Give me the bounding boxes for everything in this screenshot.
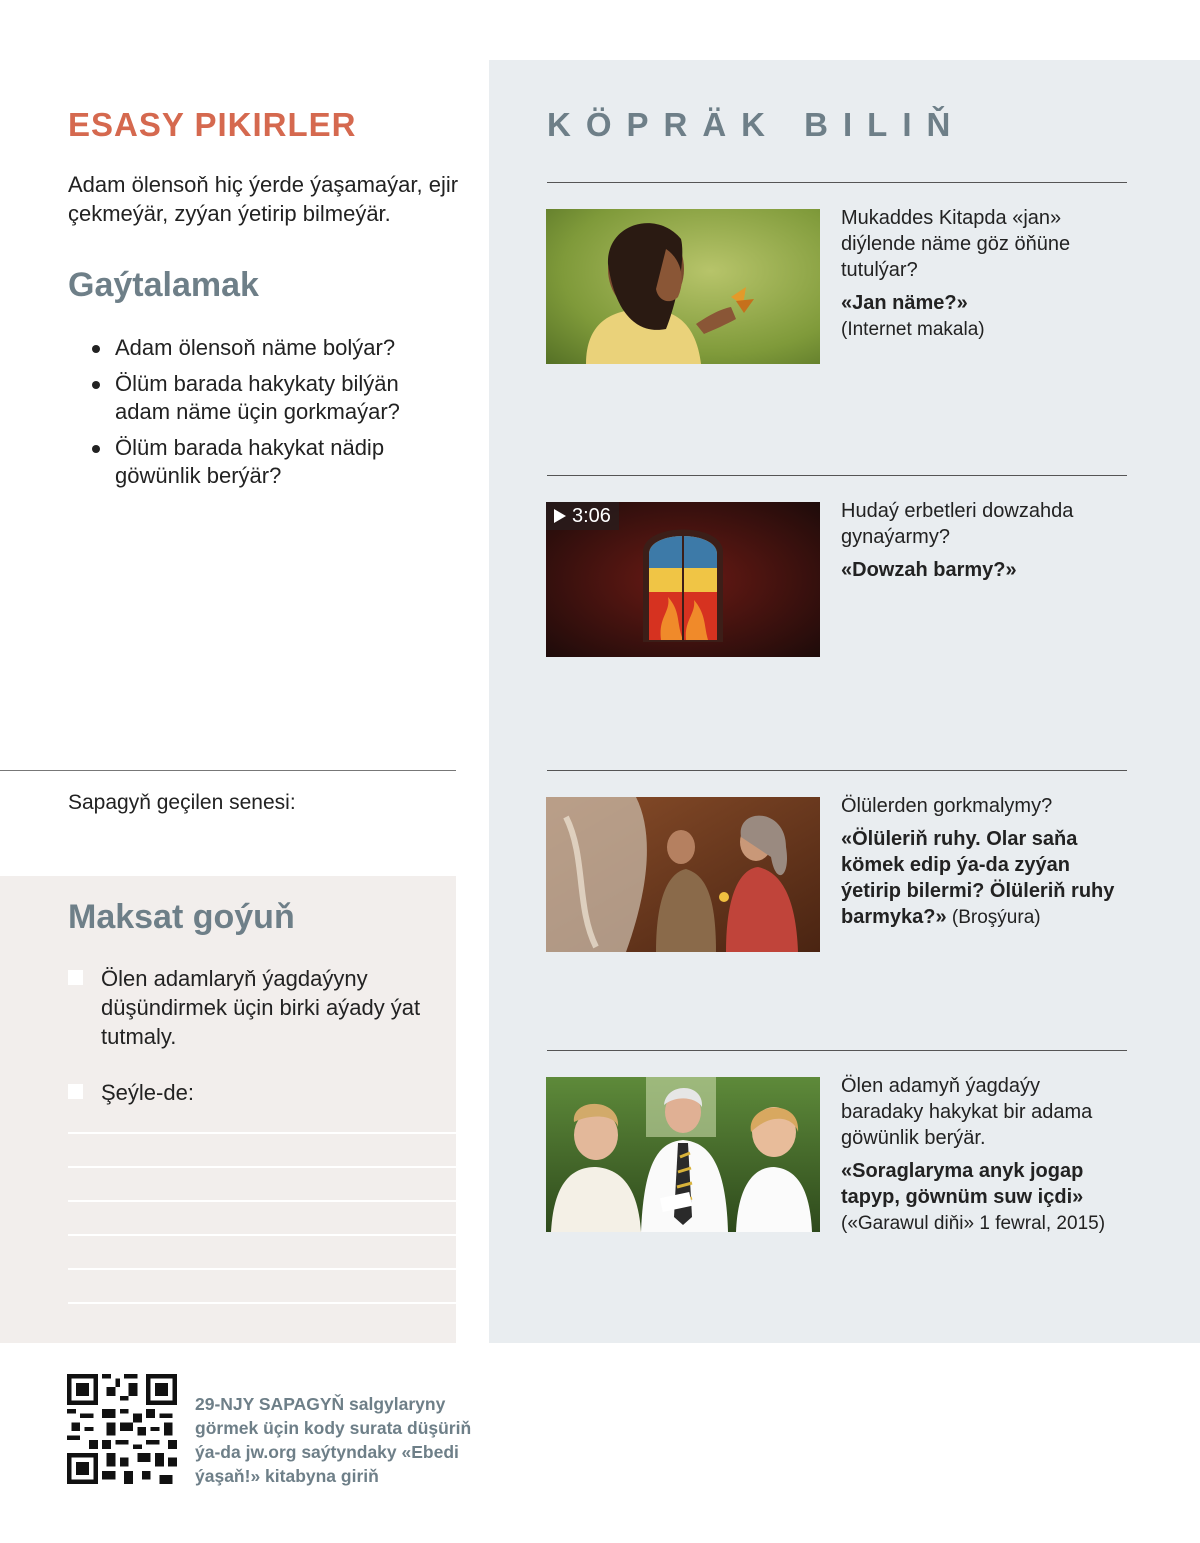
writing-line[interactable] — [68, 1302, 456, 1304]
learn-more-item — [841, 498, 1121, 583]
review-item: Ölüm barada hakykat nädip göwünlik berýär? — [92, 434, 442, 490]
completed-date-label: Sapagyň geçilen senesi: — [68, 791, 296, 814]
learn-more-question: Mukaddes Kitapda «jan» diýlende näme göz öňüne tutulýar? — [841, 207, 1071, 281]
learn-more-title[interactable]: «Ölüleriň ruhy. Olar saňa kömek edip ýa-da zyýan ýetirip bilermi? Ölüleriň ruhy barmyka?» — [841, 828, 1115, 928]
writing-line[interactable] — [68, 1234, 456, 1236]
learn-more-item — [841, 205, 1121, 343]
bullet-icon — [92, 381, 100, 389]
goal-heading: Maksat goýuň — [68, 898, 295, 936]
bullet-icon — [92, 445, 100, 453]
divider — [547, 1050, 1127, 1051]
learn-more-title[interactable]: «Soraglaryma anyk jogap tapyp, göwnüm suw içdi» — [841, 1160, 1084, 1208]
goal-checkbox[interactable] — [68, 970, 83, 985]
learn-more-title[interactable]: «Dowzah barmy?» — [841, 559, 1017, 581]
writing-line[interactable] — [68, 1268, 456, 1270]
goal-panel — [0, 876, 456, 1343]
learn-more-source: (Internet makala) — [841, 319, 985, 340]
goal-item-label: Ölen adamlaryň ýagdaýyny düşündirmek üçin birki aýady ýat tutmaly. — [101, 966, 421, 1049]
review-item: Adam ölensoň näme bolýar? — [92, 334, 442, 362]
learn-more-question: Ölülerden gorkmalymy? — [841, 795, 1053, 817]
learn-more-heading: KÖPRÄK BILIŇ — [547, 106, 966, 143]
three-people-thumbnail[interactable] — [546, 1077, 820, 1232]
qr-code-icon[interactable] — [67, 1374, 177, 1484]
essential-summary: Adam ölensoň hiç ýerde ýaşamaýar, ejir çekmeýär, zyýan ýetirip bilmeýär. — [68, 172, 459, 226]
learn-more-source: (Broşýura) — [946, 907, 1041, 928]
divider — [547, 770, 1127, 771]
goal-item-other — [68, 1078, 194, 1107]
video-duration-badge: 3:06 — [546, 502, 619, 530]
learn-more-source: («Garawul diňi» 1 fewral, 2015) — [841, 1213, 1106, 1234]
review-item: Ölüm barada hakykaty bilýän adam näme üçin gorkmaýar? — [92, 370, 442, 426]
learn-more-item — [841, 793, 1121, 931]
goal-item-label: Şeýle-de: — [101, 1080, 194, 1105]
essential-heading: ESASY PIKIRLER — [68, 106, 357, 143]
writing-line[interactable] — [68, 1166, 456, 1168]
divider — [547, 475, 1127, 476]
divider — [0, 770, 456, 771]
girl-butterfly-thumbnail[interactable] — [546, 209, 820, 364]
writing-line[interactable] — [68, 1132, 456, 1134]
review-heading: Gaýtalamak — [68, 266, 259, 304]
goal-checkbox[interactable] — [68, 1084, 83, 1099]
learn-more-question: Ölen adamyň ýagdaýy baradaky hakykat bir adama göwünlik berýär. — [841, 1075, 1093, 1149]
bullet-icon — [92, 345, 100, 353]
goal-item-memorize — [68, 964, 428, 1051]
footer-qr-instructions: 29-NJY SAPAGYŇ salgylaryny görmek üçin kody surata düşüriň ýa-da jw.org saýtyndaky «Ebedi ýaşaň!» kitabyna giriň — [195, 1394, 472, 1486]
learn-more-item — [841, 1073, 1121, 1237]
stained-glass-video-thumbnail[interactable] — [546, 502, 820, 657]
review-list — [92, 334, 442, 498]
learn-more-title[interactable]: «Jan näme?» — [841, 292, 968, 314]
spirit-medium-thumbnail[interactable] — [546, 797, 820, 952]
writing-line[interactable] — [68, 1200, 456, 1202]
divider — [547, 182, 1127, 183]
play-icon — [554, 509, 566, 523]
learn-more-question: Hudaý erbetleri dowzahda gynaýarmy? — [841, 500, 1074, 548]
